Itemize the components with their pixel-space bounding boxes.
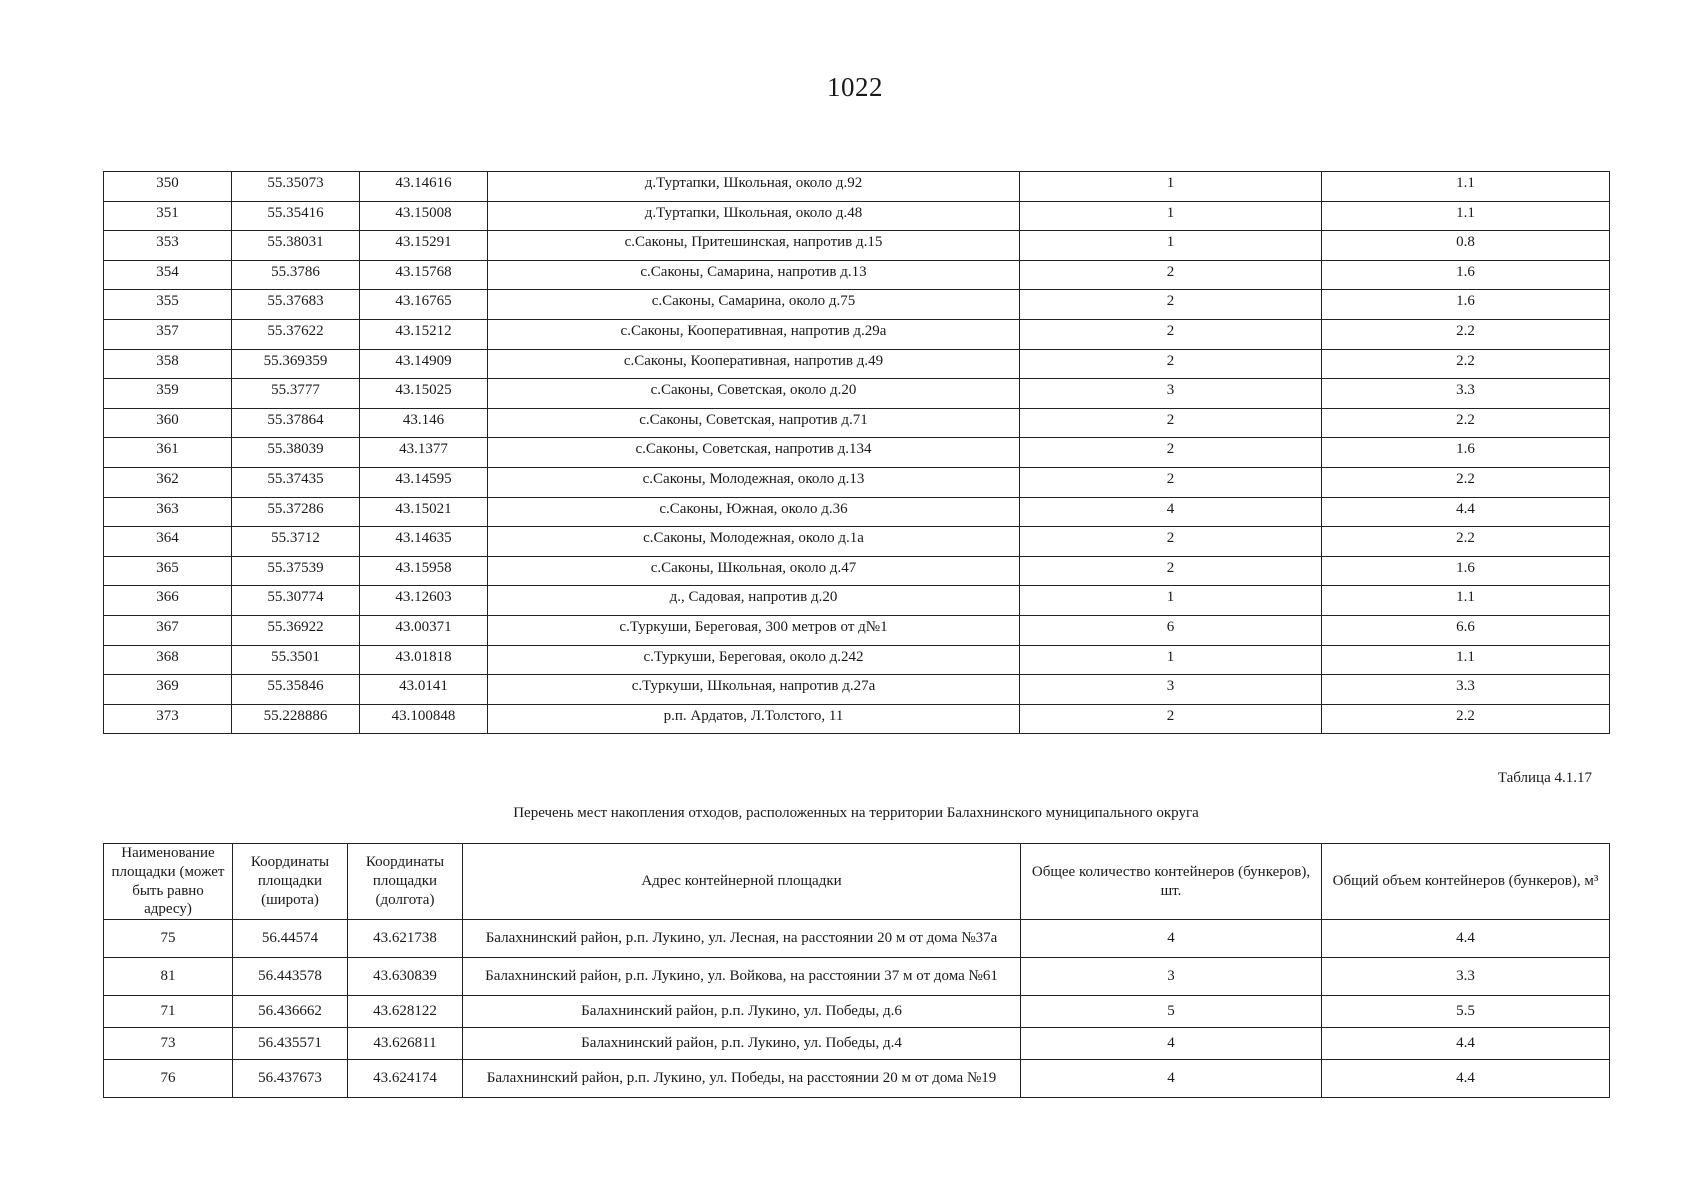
header-name: Наименование площадки (может быть равно адресу) [104,844,233,920]
cell-address: с.Саконы, Молодежная, около д.1а [488,527,1020,557]
cell-address: с.Туркуши, Береговая, около д.242 [488,645,1020,675]
cell-id: 76 [104,1060,233,1098]
cell-id: 361 [104,438,232,468]
cell-address: д.Туртапки, Школьная, около д.48 [488,201,1020,231]
cell-address: с.Саконы, Молодежная, около д.13 [488,467,1020,497]
cell-address: с.Саконы, Южная, около д.36 [488,497,1020,527]
cell-address: с.Саконы, Самарина, около д.75 [488,290,1020,320]
cell-id: 366 [104,586,232,616]
table-row [104,1060,1610,1098]
cell-latitude: 55.3501 [232,645,360,675]
cell-container-count: 1 [1020,645,1322,675]
cell-id: 353 [104,231,232,261]
cell-container-count: 4 [1020,497,1322,527]
table-row [104,996,1610,1028]
cell-latitude: 56.436662 [233,996,348,1028]
cell-longitude: 43.14635 [360,527,488,557]
cell-container-count: 2 [1020,290,1322,320]
cell-id: 367 [104,615,232,645]
cell-latitude: 55.37864 [232,408,360,438]
cell-id: 363 [104,497,232,527]
cell-address: Балахнинский район, р.п. Лукино, ул. Лесная, на расстоянии 20 м от дома №37а [463,920,1021,958]
cell-id: 354 [104,260,232,290]
cell-longitude: 43.14909 [360,349,488,379]
table-row [104,379,1610,409]
cell-address: Балахнинский район, р.п. Лукино, ул. Победы, д.6 [463,996,1021,1028]
cell-id: 71 [104,996,233,1028]
cell-container-count: 2 [1020,319,1322,349]
cell-address: с.Туркуши, Береговая, 300 метров от д№1 [488,615,1020,645]
cell-id: 369 [104,675,232,705]
cell-longitude: 43.16765 [360,290,488,320]
cell-latitude: 56.44574 [233,920,348,958]
cell-container-volume: 1.1 [1322,586,1610,616]
cell-address: с.Туркуши, Школьная, напротив д.27а [488,675,1020,705]
cell-longitude: 43.15008 [360,201,488,231]
table-row [104,438,1610,468]
table-caption: Перечень мест накопления отходов, расположенных на территории Балахнинского муниципального округа [513,805,1199,821]
cell-id: 358 [104,349,232,379]
cell-address: с.Саконы, Советская, напротив д.134 [488,438,1020,468]
cell-latitude: 55.37435 [232,467,360,497]
header-latitude: Координаты площадки (широта) [233,844,348,920]
cell-container-count: 3 [1020,379,1322,409]
cell-container-count: 2 [1020,467,1322,497]
cell-container-volume: 2.2 [1322,408,1610,438]
cell-latitude: 56.437673 [233,1060,348,1098]
cell-latitude: 55.35073 [232,172,360,202]
table-row [104,349,1610,379]
header-container-count: Общее количество контейнеров (бункеров), шт. [1021,844,1322,920]
cell-id: 73 [104,1028,233,1060]
cell-latitude: 55.38039 [232,438,360,468]
cell-id: 75 [104,920,233,958]
cell-longitude: 43.626811 [348,1028,463,1060]
cell-latitude: 55.37622 [232,319,360,349]
cell-longitude: 43.15291 [360,231,488,261]
page-number: 1022 [827,72,883,102]
cell-container-count: 1 [1020,231,1322,261]
cell-container-count: 2 [1020,527,1322,557]
cell-latitude: 55.30774 [232,586,360,616]
cell-id: 362 [104,467,232,497]
cell-address: д.Туртапки, Школьная, около д.92 [488,172,1020,202]
cell-container-volume: 1.6 [1322,290,1610,320]
table-row [104,290,1610,320]
header-address: Адрес контейнерной площадки [463,844,1021,920]
cell-longitude: 43.1377 [360,438,488,468]
table-row [104,958,1610,996]
cell-latitude: 56.435571 [233,1028,348,1060]
cell-id: 359 [104,379,232,409]
cell-container-volume: 2.2 [1322,527,1610,557]
cell-longitude: 43.15021 [360,497,488,527]
cell-longitude: 43.15212 [360,319,488,349]
cell-latitude: 55.35846 [232,675,360,705]
cell-latitude: 55.35416 [232,201,360,231]
cell-longitude: 43.14616 [360,172,488,202]
cell-container-count: 2 [1020,556,1322,586]
cell-container-volume: 2.2 [1322,704,1610,734]
cell-longitude: 43.630839 [348,958,463,996]
cell-address: Балахнинский район, р.п. Лукино, ул. Войкова, на расстоянии 37 м от дома №61 [463,958,1021,996]
cell-container-volume: 2.2 [1322,349,1610,379]
cell-container-volume: 4.4 [1322,920,1610,958]
cell-container-volume: 1.6 [1322,556,1610,586]
waste-sites-table-continued [103,171,1610,734]
cell-container-volume: 1.1 [1322,172,1610,202]
cell-address: с.Саконы, Самарина, напротив д.13 [488,260,1020,290]
cell-id: 350 [104,172,232,202]
cell-container-count: 2 [1020,349,1322,379]
cell-latitude: 55.369359 [232,349,360,379]
cell-address: Балахнинский район, р.п. Лукино, ул. Победы, на расстоянии 20 м от дома №19 [463,1060,1021,1098]
cell-latitude: 55.37539 [232,556,360,586]
cell-longitude: 43.624174 [348,1060,463,1098]
cell-container-volume: 4.4 [1322,497,1610,527]
table-row [104,675,1610,705]
balakhna-waste-sites-table [103,843,1610,1098]
cell-longitude: 43.146 [360,408,488,438]
table-row [104,497,1610,527]
cell-container-volume: 2.2 [1322,467,1610,497]
cell-container-count: 4 [1021,1060,1322,1098]
table-two-header [104,844,1610,920]
cell-longitude: 43.12603 [360,586,488,616]
cell-container-volume: 2.2 [1322,319,1610,349]
table-row [104,556,1610,586]
cell-id: 81 [104,958,233,996]
cell-longitude: 43.15768 [360,260,488,290]
cell-longitude: 43.01818 [360,645,488,675]
cell-container-volume: 5.5 [1322,996,1610,1028]
cell-longitude: 43.15025 [360,379,488,409]
table-row [104,467,1610,497]
cell-latitude: 55.3777 [232,379,360,409]
cell-id: 368 [104,645,232,675]
cell-id: 351 [104,201,232,231]
cell-latitude: 56.443578 [233,958,348,996]
table-row [104,586,1610,616]
cell-address: с.Саконы, Школьная, около д.47 [488,556,1020,586]
cell-id: 373 [104,704,232,734]
header-row [104,844,1610,920]
table-row [104,408,1610,438]
cell-container-volume: 1.1 [1322,201,1610,231]
table-row [104,319,1610,349]
table-one-body [104,172,1610,734]
cell-address: с.Саконы, Притешинская, напротив д.15 [488,231,1020,261]
cell-address: с.Саконы, Советская, напротив д.71 [488,408,1020,438]
table-row [104,645,1610,675]
cell-longitude: 43.628122 [348,996,463,1028]
cell-latitude: 55.228886 [232,704,360,734]
cell-container-volume: 4.4 [1322,1028,1610,1060]
cell-container-volume: 3.3 [1322,675,1610,705]
cell-container-volume: 3.3 [1322,958,1610,996]
cell-container-volume: 1.6 [1322,260,1610,290]
cell-container-count: 5 [1021,996,1322,1028]
cell-address: с.Саконы, Кооперативная, напротив д.29а [488,319,1020,349]
cell-longitude: 43.100848 [360,704,488,734]
table-two-body [104,920,1610,1098]
cell-container-volume: 0.8 [1322,231,1610,261]
cell-longitude: 43.00371 [360,615,488,645]
cell-latitude: 55.3712 [232,527,360,557]
cell-container-volume: 3.3 [1322,379,1610,409]
cell-container-count: 2 [1020,408,1322,438]
cell-longitude: 43.0141 [360,675,488,705]
cell-latitude: 55.37286 [232,497,360,527]
cell-container-volume: 1.6 [1322,438,1610,468]
table-row [104,172,1610,202]
cell-longitude: 43.15958 [360,556,488,586]
cell-container-count: 1 [1020,172,1322,202]
cell-latitude: 55.36922 [232,615,360,645]
cell-address: Балахнинский район, р.п. Лукино, ул. Победы, д.4 [463,1028,1021,1060]
cell-container-count: 2 [1020,260,1322,290]
cell-address: д., Садовая, напротив д.20 [488,586,1020,616]
header-longitude: Координаты площадки (долгота) [348,844,463,920]
cell-container-count: 3 [1021,958,1322,996]
cell-address: с.Саконы, Кооперативная, напротив д.49 [488,349,1020,379]
cell-id: 360 [104,408,232,438]
cell-latitude: 55.3786 [232,260,360,290]
cell-id: 355 [104,290,232,320]
table-row [104,527,1610,557]
cell-longitude: 43.14595 [360,467,488,497]
cell-id: 357 [104,319,232,349]
cell-container-count: 1 [1020,586,1322,616]
cell-container-volume: 6.6 [1322,615,1610,645]
table-row [104,615,1610,645]
table-row [104,201,1610,231]
cell-container-count: 1 [1020,201,1322,231]
cell-container-count: 6 [1020,615,1322,645]
table-row [104,231,1610,261]
table-row [104,260,1610,290]
cell-latitude: 55.38031 [232,231,360,261]
cell-id: 365 [104,556,232,586]
cell-longitude: 43.621738 [348,920,463,958]
cell-id: 364 [104,527,232,557]
table-row [104,1028,1610,1060]
cell-container-volume: 4.4 [1322,1060,1610,1098]
cell-container-count: 2 [1020,704,1322,734]
cell-latitude: 55.37683 [232,290,360,320]
table-number-label: Таблица 4.1.17 [1497,770,1592,786]
cell-container-count: 4 [1021,1028,1322,1060]
cell-container-volume: 1.1 [1322,645,1610,675]
cell-address: с.Саконы, Советская, около д.20 [488,379,1020,409]
cell-container-count: 4 [1021,920,1322,958]
table-row [104,704,1610,734]
header-container-volume: Общий объем контейнеров (бункеров), м³ [1322,844,1610,920]
cell-container-count: 2 [1020,438,1322,468]
table-row [104,920,1610,958]
cell-container-count: 3 [1020,675,1322,705]
cell-address: р.п. Ардатов, Л.Толстого, 11 [488,704,1020,734]
